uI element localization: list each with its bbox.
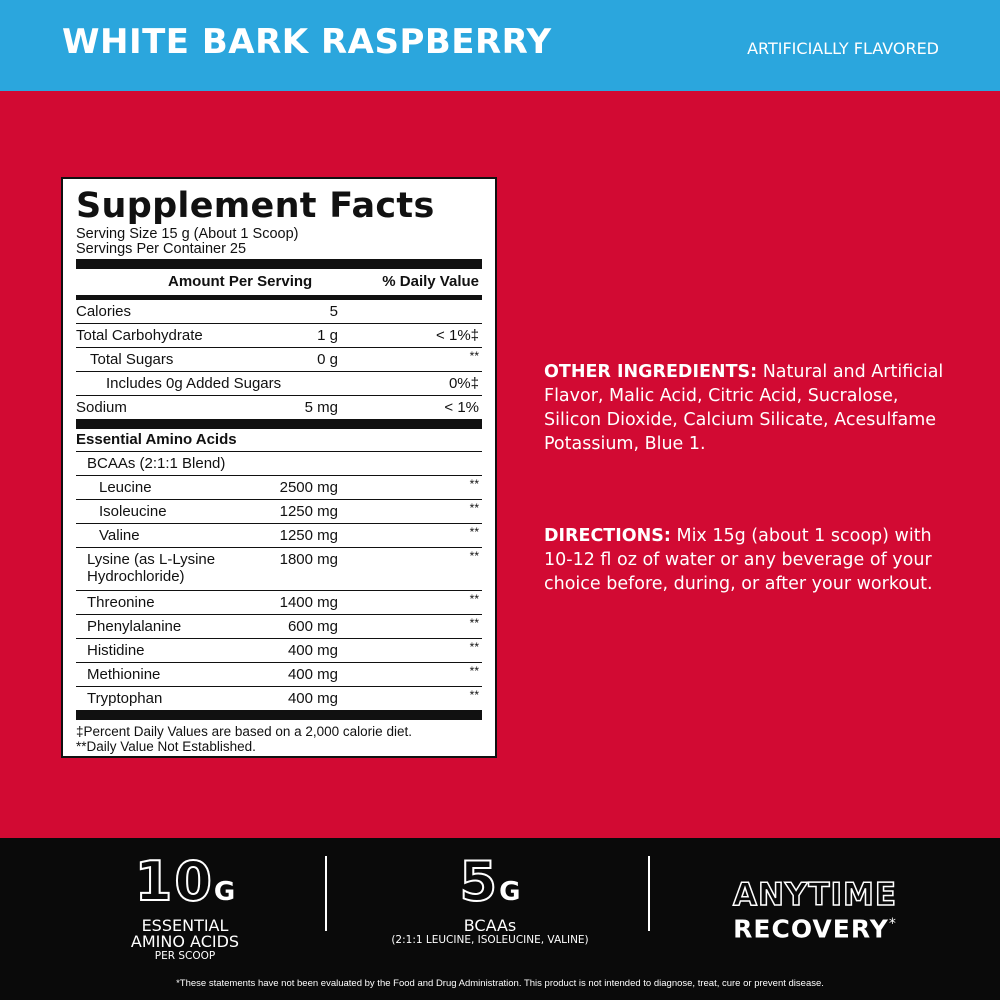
nutrient-amount: 0 g [317, 351, 338, 368]
amino-row [76, 524, 482, 548]
amino-row [76, 663, 482, 687]
amino-amount: 600 mg [287, 618, 338, 635]
amino-daily-value: ** [469, 501, 479, 515]
thick-rule [76, 259, 482, 269]
stat-divider [648, 856, 650, 931]
amino-amount: 400 mg [287, 666, 338, 683]
recovery-text: RECOVERY [733, 914, 889, 944]
amino-daily-value: ** [469, 525, 479, 539]
nutrient-amount: 5 mg [304, 399, 338, 416]
amino-name: Threonine [87, 594, 155, 611]
amino-daily-value: ** [469, 477, 479, 491]
amino-amount: 1800 mg [279, 551, 338, 568]
directions [544, 524, 944, 596]
amino-row [76, 591, 482, 615]
flavor-note: ARTIFICIALLY FLAVORED [747, 39, 939, 58]
amino-amount: 2500 mg [279, 479, 338, 496]
bcaa-blend-label: BCAAs (2:1:1 Blend) [87, 455, 226, 472]
amino-amount: 1250 mg [279, 527, 338, 544]
amino-daily-value: ** [469, 616, 479, 630]
nutrient-row [76, 372, 482, 396]
nutrient-daily-value: 0%‡ [448, 375, 479, 392]
thick-rule [76, 710, 482, 720]
bcaa-stat [360, 850, 620, 946]
amount-per-serving-header: Amount Per Serving [168, 273, 313, 290]
nutrient-daily-value: < 1% [444, 399, 479, 416]
amino-row [76, 639, 482, 663]
servings-per-container: Servings Per Container 25 [76, 241, 247, 257]
amino-name-line1: Lysine (as L-Lysine [87, 551, 216, 568]
amino-name: Isoleucine [99, 503, 167, 520]
top-banner [0, 0, 1000, 91]
daily-value-header: % Daily Value [382, 273, 479, 290]
nutrient-name: Total Carbohydrate [76, 327, 203, 344]
amino-row [76, 548, 482, 591]
essential-amino-acids-heading [76, 429, 482, 452]
amino-row [76, 476, 482, 500]
eaa-value: 10 [134, 850, 214, 913]
thick-rule [76, 419, 482, 429]
amino-name: Valine [99, 527, 140, 544]
amino-daily-value: ** [469, 640, 479, 654]
amino-daily-value: ** [469, 664, 479, 678]
eaa-sub-label: PER SCOOP [154, 950, 216, 962]
amino-row [76, 615, 482, 639]
supplement-facts-content [76, 185, 482, 754]
nutrient-name: Total Sugars [90, 351, 174, 368]
eaa-label-line1: ESSENTIAL [141, 916, 229, 935]
other-ingredients-label: OTHER INGREDIENTS: [544, 362, 758, 382]
nutrient-row [76, 300, 482, 324]
bcaa-row [76, 452, 482, 476]
nutrient-amount: 1 g [317, 327, 338, 344]
bcaa-value: 5 [459, 850, 500, 913]
nutrient-name: Includes 0g Added Sugars [106, 375, 282, 392]
other-ingredients [544, 360, 944, 456]
bottom-banner [0, 838, 1000, 1000]
essential-amino-acids-label: Essential Amino Acids [76, 431, 237, 448]
stat-divider [325, 856, 327, 931]
amino-name-line2: Hydrochloride) [87, 568, 185, 585]
eaa-stat [80, 850, 290, 962]
amino-row [76, 500, 482, 524]
amino-amount: 1250 mg [279, 503, 338, 520]
eaa-label-line2: AMINO ACIDS [130, 932, 240, 951]
amino-name: Tryptophan [87, 690, 163, 707]
bcaa-sub-label: (2:1:1 LEUCINE, ISOLEUCINE, VALINE) [391, 934, 589, 946]
directions-label: DIRECTIONS: [544, 526, 671, 546]
amino-daily-value: ** [469, 549, 479, 563]
amino-amount: 400 mg [287, 690, 338, 707]
amino-name [87, 551, 215, 585]
bcaa-label: BCAAs [463, 916, 517, 935]
amino-row [76, 687, 482, 710]
amino-name: Methionine [87, 666, 161, 683]
directions-text: Mix 15g (about 1 scoop) with 10-12 fl oz of water or any beverage of your choice before, during, or after your workout. [544, 526, 933, 594]
amino-daily-value: ** [469, 688, 479, 702]
fda-disclaimer: *These statements have not been evaluated by the Food and Drug Administration. This product is not intended to diagnose, treat, cure or prevent disease. [176, 978, 824, 989]
nutrient-name: Sodium [76, 399, 127, 416]
nutrient-row [76, 324, 482, 348]
bcaa-value-line [360, 850, 620, 918]
anytime-text: ANYTIME [732, 877, 898, 913]
recovery-line [700, 910, 930, 943]
amino-name: Phenylalanine [87, 618, 182, 635]
amino-name: Leucine [99, 479, 152, 496]
eaa-value-line [80, 850, 290, 918]
flavor-title: WHITE BARK RASPBERRY [62, 22, 552, 62]
nutrient-daily-value: < 1%‡ [436, 327, 479, 344]
nutrient-name: Calories [76, 303, 132, 320]
recovery-asterisk: * [888, 916, 897, 932]
other-ingredients-text: Natural and Artificial Flavor, Malic Acid, Citric Acid, Sucralose, Silicon Dioxide, Calcium Silicate, Acesulfame Potassium, Blue 1. [544, 362, 944, 454]
amino-amount: 400 mg [287, 642, 338, 659]
amino-amount: 1400 mg [279, 594, 338, 611]
anytime-recovery [700, 877, 930, 944]
supplement-facts-panel [61, 177, 497, 758]
nutrient-row [76, 396, 482, 419]
footnote-not-established: **Daily Value Not Established. [76, 739, 256, 754]
nutrient-daily-value: ** [469, 349, 479, 363]
supplement-facts-title: Supplement Facts [76, 186, 435, 226]
column-header-row [76, 269, 482, 295]
amino-daily-value: ** [469, 592, 479, 606]
amino-name: Histidine [87, 642, 145, 659]
eaa-unit: G [213, 877, 236, 907]
nutrient-amount: 5 [329, 303, 338, 320]
serving-size: Serving Size 15 g (About 1 Scoop) [76, 226, 299, 242]
bcaa-unit: G [499, 877, 521, 907]
nutrient-row [76, 348, 482, 372]
footnote-daily-values: ‡Percent Daily Values are based on a 2,000 calorie diet. [76, 724, 412, 739]
